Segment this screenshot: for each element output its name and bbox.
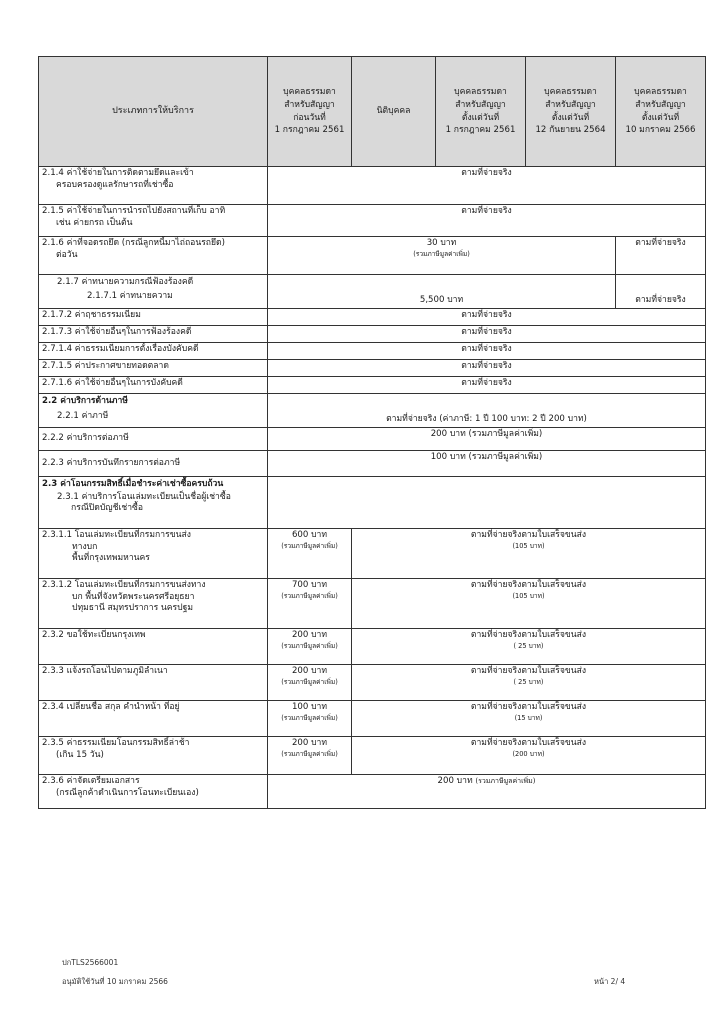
row-value: ตามที่จ่ายจริง: [268, 360, 706, 377]
table-row: [39, 326, 706, 343]
row-label: 2.7.1.5 ค่าประกาศขายทอดตลาด: [39, 360, 268, 377]
row-value: ตามที่จ่ายจริงตามใบเสร็จขนส่ง (105 บาท): [352, 579, 706, 629]
row-value-2566: ตามที่จ่ายจริง: [616, 275, 706, 309]
approval-date: อนุมัติใช้วันที่ 10 มกราคม 2566: [62, 977, 168, 986]
row-label: 2.3.1.1 โอนเล่มทะเบียนที่กรมการขนส่ง ทางบก พื้นที่กรุงเทพมหานคร: [39, 529, 268, 579]
header-individual-from-2564: บุคคลธรรมดา สำหรับสัญญา ตั้งแต่วันที่ 12 กันยายน 2564: [526, 57, 616, 167]
row-label: 2.1.4 ค่าใช้จ่ายในการติดตามยึดและเข้า ครอบครองดูแลรักษารถที่เช่าซื้อ: [39, 167, 268, 205]
page-number: หน้า 2/ 4: [594, 977, 626, 986]
row-value: ตามที่จ่ายจริง: [268, 167, 706, 205]
section-title: 2.2 ค่าบริการด้านภาษี: [42, 396, 128, 406]
service-fee-table: [38, 56, 706, 809]
row-label: 2.2.3 ค่าบริการบันทึกรายการต่อภาษี: [39, 451, 268, 477]
header-individual-from-2561: บุคคลธรรมดา สำหรับสัญญา ตั้งแต่วันที่ 1 กรกฎาคม 2561: [436, 57, 526, 167]
table-row: [39, 579, 706, 629]
row-value-before-2561: 700 บาท (รวมภาษีมูลค่าเพิ่ม): [268, 579, 352, 629]
row-value-before-2561: 200 บาท (รวมภาษีมูลค่าเพิ่ม): [268, 737, 352, 775]
row-label: 2.2 ค่าบริการด้านภาษี 2.2.1 ค่าภาษี: [39, 394, 268, 428]
row-label: 2.7.1.4 ค่าธรรมเนียมการตั้งเรื่องบังคับคดี: [39, 343, 268, 360]
header-individual-before-2561: บุคคลธรรมดา สำหรับสัญญา ก่อนวันที่ 1 กรกฎาคม 2561: [268, 57, 352, 167]
row-label: 2.7.1.6 ค่าใช้จ่ายอื่นๆในการบังคับคดี: [39, 377, 268, 394]
header-service-type: ประเภทการให้บริการ: [39, 57, 268, 167]
table-row: [39, 275, 706, 309]
table-row: [39, 477, 706, 529]
row-label: 2.3.4 เปลี่ยนชื่อ สกุล คำนำหน้า ที่อยู่: [39, 701, 268, 737]
table-row: [39, 343, 706, 360]
row-value: ตามที่จ่ายจริง: [268, 377, 706, 394]
row-label: 2.1.7 ค่าทนายความกรณีฟ้องร้องคดี 2.1.7.1 ค่าทนายความ: [39, 275, 268, 309]
table-row: [39, 451, 706, 477]
row-value-before-2561: 100 บาท (รวมภาษีมูลค่าเพิ่ม): [268, 701, 352, 737]
row-value: ตามที่จ่ายจริงตามใบเสร็จขนส่ง (15 บาท): [352, 701, 706, 737]
table-row: [39, 701, 706, 737]
row-label: 2.1.7.3 ค่าใช้จ่ายอื่นๆในการฟ้องร้องคดี: [39, 326, 268, 343]
row-label: 2.3.1.2 โอนเล่มทะเบียนที่กรมการขนส่งทาง บก พื้นที่จังหวัดพระนครศรีอยุธยา ปทุมธานี สมุทรปราการ นครปฐม: [39, 579, 268, 629]
row-label: 2.3.6 ค่าจัดเตรียมเอกสาร (กรณีลูกค้าดำเนินการโอนทะเบียนเอง): [39, 775, 268, 809]
row-label: 2.1.5 ค่าใช้จ่ายในการนำรถไปยังสถานที่เก็บ อาทิ เช่น ค่ายกรถ เป็นต้น: [39, 205, 268, 237]
row-value: ตามที่จ่ายจริง: [268, 309, 706, 326]
table-row: [39, 775, 706, 809]
table-row: [39, 428, 706, 451]
table-row: [39, 205, 706, 237]
table-row: [39, 360, 706, 377]
header-individual-from-2566: บุคคลธรรมดา สำหรับสัญญา ตั้งแต่วันที่ 10 มกราคม 2566: [616, 57, 706, 167]
header-juristic-person: นิติบุคคล: [352, 57, 436, 167]
table-row: [39, 377, 706, 394]
table-row: [39, 665, 706, 701]
row-value-2566: ตามที่จ่ายจริง: [616, 237, 706, 275]
row-value: ตามที่จ่ายจริงตามใบเสร็จขนส่ง (200 บาท): [352, 737, 706, 775]
row-label: 2.1.7.2 ค่าฤชาธรรมเนียม: [39, 309, 268, 326]
row-value-before-2561: 200 บาท (รวมภาษีมูลค่าเพิ่ม): [268, 629, 352, 665]
row-value: 5,500 บาท: [268, 275, 616, 309]
table-row: [39, 167, 706, 205]
row-value: 200 บาท (รวมภาษีมูลค่าเพิ่ม): [268, 775, 706, 809]
row-value: ตามที่จ่ายจริง: [268, 205, 706, 237]
table-header-row: [39, 57, 706, 167]
row-value: ตามที่จ่ายจริง: [268, 326, 706, 343]
row-value: ตามที่จ่ายจริง (ค่าภาษี: 1 ปี 100 บาท: 2 ปี 200 บาท): [268, 394, 706, 428]
row-label: 2.3.2 ขอใช้ทะเบียนกรุงเทพ: [39, 629, 268, 665]
row-label: 2.3 ค่าโอนกรรมสิทธิ์เมื่อชำระค่าเช่าซื้อครบถ้วน 2.3.1 ค่าบริการโอนเล่มทะเบียนเป็นชื่อผู้เช่าซื้อ กรณีปิดบัญชีเช่าซื้อ: [39, 477, 268, 529]
row-value-before-2561: 200 บาท (รวมภาษีมูลค่าเพิ่ม): [268, 665, 352, 701]
document-code: ปกTLS2566001: [62, 958, 119, 967]
section-title: 2.3 ค่าโอนกรรมสิทธิ์เมื่อชำระค่าเช่าซื้อครบถ้วน: [42, 479, 224, 489]
row-label: 2.2.2 ค่าบริการต่อภาษี: [39, 428, 268, 451]
table-row: [39, 237, 706, 275]
row-value-before-2561: 600 บาท (รวมภาษีมูลค่าเพิ่ม): [268, 529, 352, 579]
row-value: 100 บาท (รวมภาษีมูลค่าเพิ่ม): [268, 451, 706, 477]
row-value: ตามที่จ่ายจริงตามใบเสร็จขนส่ง (105 บาท): [352, 529, 706, 579]
table-row: [39, 309, 706, 326]
row-label: 2.3.5 ค่าธรรมเนียมโอนกรรมสิทธิ์ล่าช้า (เกิน 15 วัน): [39, 737, 268, 775]
table-row: [39, 394, 706, 428]
row-label: 2.1.6 ค่าที่จอดรถยึด (กรณีลูกหนี้มาไถ่ถอนรถยึด) ต่อวัน: [39, 237, 268, 275]
row-value-empty: [268, 477, 706, 529]
table-row: [39, 737, 706, 775]
row-value: 200 บาท (รวมภาษีมูลค่าเพิ่ม): [268, 428, 706, 451]
row-label: 2.3.3 แจ้งรถโอนไปตามภูมิลำเนา: [39, 665, 268, 701]
row-value: ตามที่จ่ายจริงตามใบเสร็จขนส่ง ( 25 บาท): [352, 665, 706, 701]
row-value: 30 บาท (รวมภาษีมูลค่าเพิ่ม): [268, 237, 616, 275]
row-value: ตามที่จ่ายจริง: [268, 343, 706, 360]
table-row: [39, 529, 706, 579]
row-value: ตามที่จ่ายจริงตามใบเสร็จขนส่ง ( 25 บาท): [352, 629, 706, 665]
table-row: [39, 629, 706, 665]
